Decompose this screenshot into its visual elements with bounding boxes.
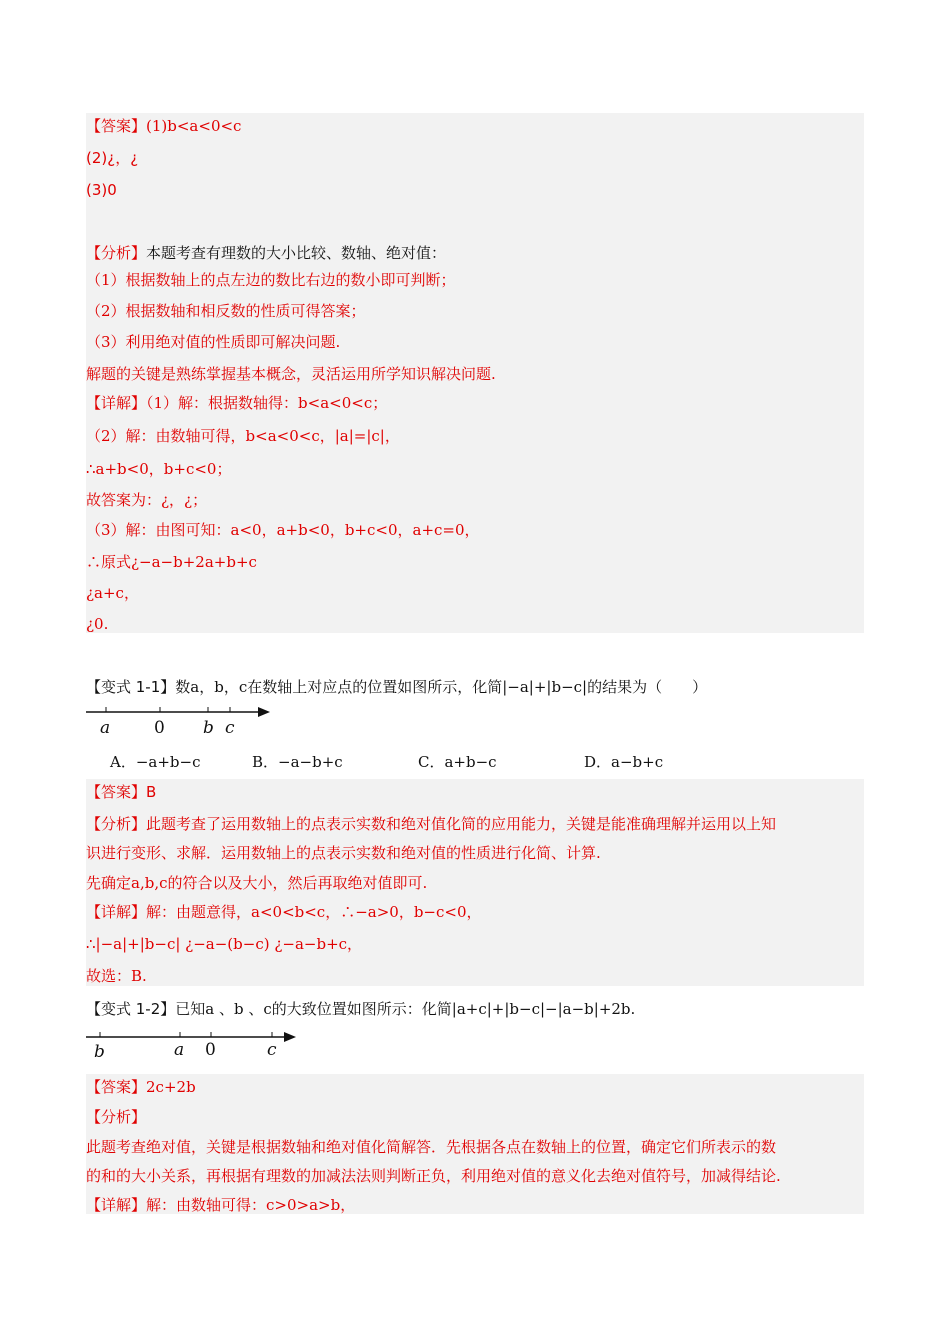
variant1-analysis-2: 识进行变形、求解．运用数轴上的点表示实数和绝对值的性质进行化简、计算. <box>86 844 601 862</box>
variant2-analysis-1: 此题考查绝对值，关键是根据数轴和绝对值化简解答．先根据各点在数轴上的位置，确定它们所表示的数 <box>86 1138 777 1156</box>
variant1-detail-3: 故选：B. <box>86 967 147 985</box>
detail-line-4: 故答案为：¿，¿； <box>86 491 208 509</box>
variant1-question: 【变式 1-1】数a，b，c在数轴上对应点的位置如图所示，化简|−a|+|b−c|的结果为（ ） <box>86 678 708 696</box>
variant1-detail-1: 【详解】解：由题意得，a<0<b<c，∴−a>0，b−c<0， <box>86 903 482 921</box>
option-d[interactable]: D．a−b+c <box>584 753 664 771</box>
detail-line-3: ∴a+b<0，b+c<0； <box>86 460 232 478</box>
variant1-answer: 【答案】B <box>86 783 157 801</box>
option-b[interactable]: B．−a−b+c <box>252 753 343 771</box>
variant2-answer: 【答案】2c+2b <box>86 1078 196 1096</box>
analysis-step-3: （3）利用绝对值的性质即可解决问题. <box>86 333 341 351</box>
analysis-key-point: 解题的关键是熟练掌握基本概念，灵活运用所学知识解决问题. <box>86 365 496 383</box>
variant2-detail: 【详解】解：由数轴可得：c>0>a>b， <box>86 1196 356 1214</box>
variant2-question: 【变式 1-2】已知a 、b 、c的大致位置如图所示：化简|a+c|+|b−c|−|a−b|+2b. <box>86 1000 636 1018</box>
axis-label-b: b <box>94 1042 105 1062</box>
axis-arrow-icon <box>284 1032 296 1042</box>
variant2-number-line <box>84 1027 314 1067</box>
detail-line-5: （3）解：由图可知：a<0，a+b<0，b+c<0，a+c=0， <box>86 521 480 539</box>
axis-label-0: 0 <box>154 718 165 738</box>
detail-line-6: ∴原式¿−a−b+2a+b+c <box>86 553 257 571</box>
option-a[interactable]: A．−a+b−c <box>110 753 201 771</box>
axis-label-b: b <box>203 718 214 738</box>
analysis-step-1: （1）根据数轴上的点左边的数比右边的数小即可判断； <box>86 271 456 289</box>
detail-line-2: （2）解：由数轴可得，b<a<0<c，|a|=|c|， <box>86 427 400 445</box>
answer-part-1: (1)b<a<0<c <box>146 117 242 135</box>
axis-label-a: a <box>174 1040 185 1060</box>
detail-line-1: 【详解】（1）解：根据数轴得：b<a<0<c； <box>86 394 388 412</box>
answer-part-3: (3)0 <box>86 181 117 199</box>
variant1-analysis: 【分析】此题考查了运用数轴上的点表示实数和绝对值化简的应用能力，关键是能准确理解并运用以上知 <box>86 815 777 833</box>
answer-line: 【答案】(1)b<a<0<c <box>86 117 242 135</box>
analysis-line: 【分析】本题考查有理数的大小比较、数轴、绝对值： <box>86 244 447 262</box>
variant2-analysis-tag: 【分析】 <box>86 1108 147 1126</box>
axis-label-a: a <box>100 718 111 738</box>
variant2-analysis-2: 的和的大小关系，再根据有理数的加减法法则判断正负，利用绝对值的意义化去绝对值符号，加减得结论. <box>86 1167 781 1185</box>
detail-line-8: ¿0. <box>86 615 109 633</box>
variant1-analysis-3: 先确定a,b,c的符合以及大小，然后再取绝对值即可. <box>86 874 428 892</box>
axis-label-0: 0 <box>205 1040 216 1060</box>
axis-label-c: c <box>225 718 235 738</box>
analysis-step-2: （2）根据数轴和相反数的性质可得答案； <box>86 302 366 320</box>
variant1-number-line <box>84 702 284 742</box>
option-c[interactable]: C．a+b−c <box>418 753 497 771</box>
answer-part-2: (2)¿，¿ <box>86 149 139 167</box>
variant1-detail-2: ∴|−a|+|b−c| ¿−a−(b−c) ¿−a−b+c， <box>86 935 363 953</box>
axis-arrow-icon <box>258 707 270 717</box>
axis-label-c: c <box>267 1040 277 1060</box>
detail-line-7: ¿a+c， <box>86 584 139 602</box>
